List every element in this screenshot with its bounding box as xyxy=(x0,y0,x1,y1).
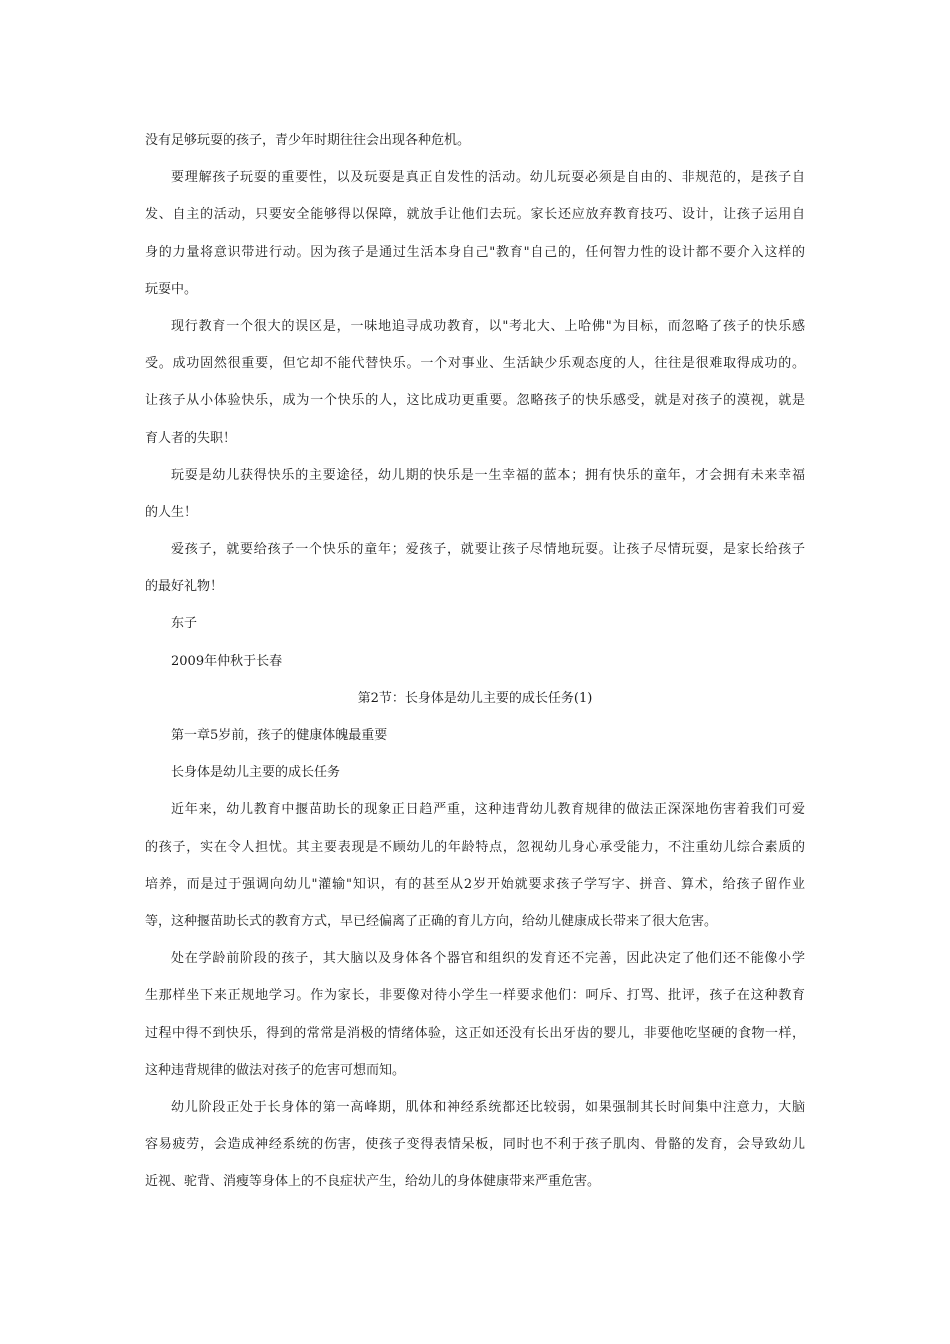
document-page xyxy=(145,122,805,1200)
text-line: 容易疲劳，会造成神经系统的伤害，使孩子变得表情呆板，同时也不利于孩子肌肉、骨骼的发育，会导致幼儿 xyxy=(145,1137,805,1153)
text-line: 受。成功固然很重要，但它却不能代替快乐。一个对事业、生活缺少乐观态度的人，往往是很难取得成功的。 xyxy=(145,356,805,372)
paragraph-first-line: 现行教育一个很大的误区是，一味地追寻成功教育，以"考北大、上哈佛"为目标，而忽略了孩子的快乐感 xyxy=(171,318,805,334)
date-place: 2009年仲秋于长春 xyxy=(171,653,283,669)
subsection-title: 长身体是幼儿主要的成长任务 xyxy=(171,765,341,781)
text-line: 玩耍中。 xyxy=(145,281,198,297)
text-line: 这种违背规律的做法对孩子的危害可想而知。 xyxy=(145,1062,406,1078)
text-line: 的孩子，实在令人担忧。其主要表现是不顾幼儿的年龄特点，忽视幼儿身心承受能力，不注重幼儿综合素质的 xyxy=(145,839,805,855)
text-line: 培养，而是过于强调向幼儿"灌输"知识，有的甚至从2岁开始就要求孩子学写字、拼音、算术，给孩子留作业 xyxy=(145,876,805,892)
text-line: 育人者的失职！ xyxy=(145,430,237,446)
paragraph-first-line: 幼儿阶段正处于长身体的第一高峰期，肌体和神经系统都还比较弱，如果强制其长时间集中注意力，大脑 xyxy=(171,1099,805,1115)
text-line: 等，这种揠苗助长式的教育方式，早已经偏离了正确的育儿方向，给幼儿健康成长带来了很大危害。 xyxy=(145,913,718,929)
text-line: 没有足够玩耍的孩子，青少年时期往往会出现各种危机。 xyxy=(145,133,471,148)
section-heading: 第2节：长身体是幼儿主要的成长任务(1) xyxy=(357,690,593,706)
text-line: 的人生！ xyxy=(145,504,198,520)
paragraph-first-line: 玩耍是幼儿获得快乐的主要途径，幼儿期的快乐是一生幸福的蓝本；拥有快乐的童年，才会拥有未来幸福 xyxy=(171,467,805,483)
author-signature: 东子 xyxy=(171,616,198,632)
paragraph-first-line: 爱孩子，就要给孩子一个快乐的童年；爱孩子，就要让孩子尽情地玩耍。让孩子尽情玩耍，是家长给孩子 xyxy=(171,542,805,558)
paragraph-first-line: 处在学龄前阶段的孩子，其大脑以及身体各个器官和组织的发育还不完善，因此决定了他们还不能像小学 xyxy=(171,951,805,967)
text-line: 发、自主的活动，只要安全能够得以保障，就放手让他们去玩。家长还应放弃教育技巧、设计，让孩子运用自 xyxy=(145,207,805,223)
text-line: 生那样坐下来正规地学习。作为家长，非要像对待小学生一样要求他们：呵斥、打骂、批评，孩子在这种教育 xyxy=(145,988,805,1004)
text-line: 的最好礼物！ xyxy=(145,579,224,595)
chapter-title: 第一章5岁前，孩子的健康体魄最重要 xyxy=(171,728,388,743)
text-line: 过程中得不到快乐，得到的常常是消极的情绪体验，这正如还没有长出牙齿的婴儿，非要他吃坚硬的食物一样， xyxy=(145,1025,805,1041)
text-line: 近视、驼背、消瘦等身体上的不良症状产生，给幼儿的身体健康带来严重危害。 xyxy=(145,1174,601,1190)
text-line: 身的力量将意识带进行动。因为孩子是通过生活本身自己"教育"自己的，任何智力性的设计都不要介入这样的 xyxy=(145,244,805,260)
text-line: 让孩子从小体验快乐，成为一个快乐的人，这比成功更重要。忽略孩子的快乐感受，就是对孩子的漠视，就是 xyxy=(145,393,805,409)
paragraph-first-line: 近年来，幼儿教育中揠苗助长的现象正日趋严重，这种违背幼儿教育规律的做法正深深地伤害着我们可爱 xyxy=(171,802,805,818)
paragraph-first-line: 要理解孩子玩耍的重要性，以及玩耍是真正自发性的活动。幼儿玩耍必须是自由的、非规范的，是孩子自 xyxy=(171,170,805,186)
